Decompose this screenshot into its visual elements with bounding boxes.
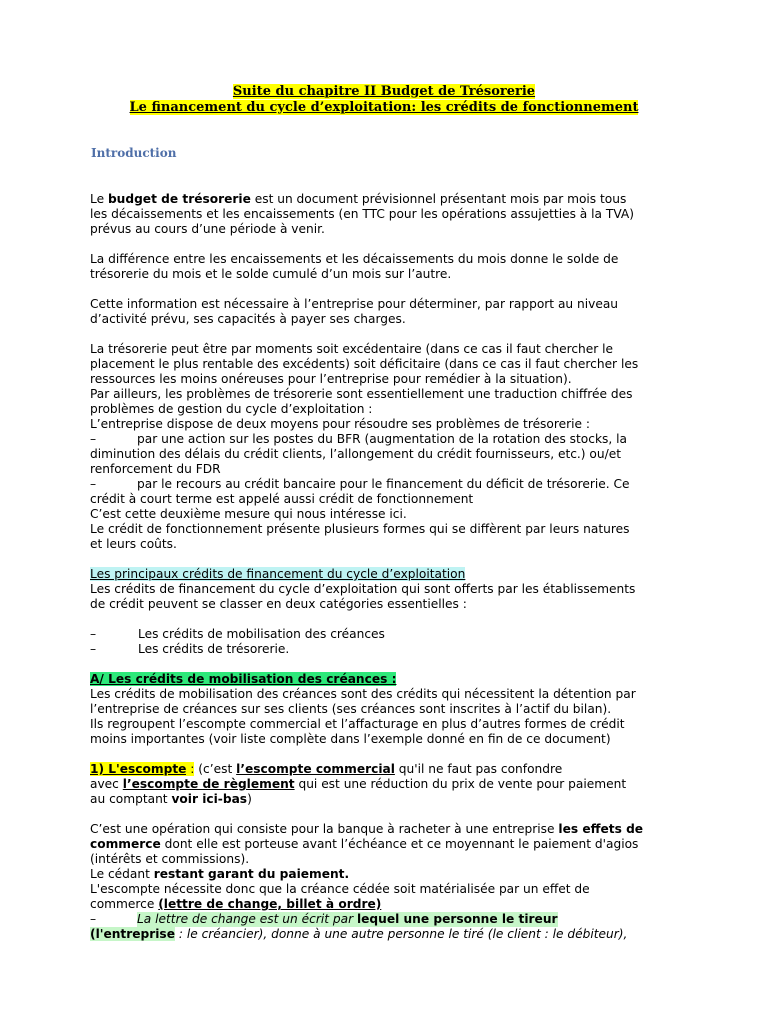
paragraph: Le budget de trésorerie est un document prévisionnel présentant mois par mois tous	[90, 192, 627, 206]
introduction-heading: Introduction	[91, 146, 177, 160]
section-heading: Les principaux crédits de financement du cycle d’exploitation	[90, 567, 466, 581]
list-item: – par le recours au crédit bancaire pour le financement du déficit de trésorerie. Ce	[90, 477, 630, 491]
chapter-title: Suite du chapitre II Budget de Trésorerie	[232, 84, 536, 99]
document-body: Le budget de trésorerie est un document prévisionnel présentant mois par mois tous les décaissements et les encaissements (en TTC pour les opérations assujetties à la TVA) prévus au cours d’une période à venir. La différence entre les encaissements et les décaissements du mois donne le solde de trésorerie du mois et le solde cumulé d’un mois sur l’autre. Cette information est nécessaire à l’entreprise pour déterminer, par rapport au niveau d’activité prévu, ses capacités à payer ses charges. La trésorerie peut être par moments soit excédentaire (dans ce cas il faut chercher le placement le plus rentable des excédents) soit déficitaire (dans ce cas il faut chercher les ressources les moins onéreuses pour l’entreprise pour remédier à la situation). Par ailleurs, les problèmes de trésorerie sont essentiellement une traduction chiffrée des problèmes de gestion du cycle d’exploitation : L’entreprise dispose de deux moyens pour résoudre ses problèmes de trésorerie : – par une action sur les postes du BFR (augmentation de la rotation des stocks, la diminution des délais du crédit clients, l’allongement du crédit fournisseurs, etc.) ou/et renforcement du FDR – par le recours au crédit bancaire pour le financement du déficit de trésorerie. Ce crédit à court terme est appelé aussi crédit de fonctionnement C’est cette deuxième mesure qui nous intéresse ici. Le crédit de fonctionnement présente plusieurs formes qui se diffèrent par leurs natures et leurs coûts. Les principaux crédits de financement du cycle d’exploitation Les crédits de financement du cycle d’exploitation qui sont offerts par les établissements de crédit peuvent se classer en deux catégories essentielles : – Les crédits de mobilisation des créances – Les crédits de trésorerie. A/ Les crédits de mobilisation des créances : Les crédits de mobilisation des créances sont des crédits qui nécessitent la détention par l’entreprise de créances sur ses clients (ses créances sont inscrites à l’actif du bilan). Ils regroupent l’escompte commercial et l’affacturage en plus d’autres formes de crédit moins importantes (voir liste complète dans l’exemple donné en fin de ce document) 1) L'escompte : (c’est l’escompte commercial qu'il ne faut pas confondre avec l’escompte de règlement qui est une réduction du prix de vente pour paiement au comptant voir ici-bas) C’est une opération qui consiste pour la banque à racheter à une entreprise les effets de commerce dont elle est porteuse avant l’échéance et ce moyennant le paiement d'agios (intérêts et commissions). Le cédant restant garant du paiement. L'escompte nécessite donc que la créance cédée soit matérialisée par un effet de commerce (lettre de change, billet à ordre) – La lettre de change est un écrit par lequel une personne le tireur (l'entreprise : le créancier), donne à une autre personne le tiré (le client : le débiteur),	[90, 192, 690, 942]
section-heading: A/ Les crédits de mobilisation des créances :	[90, 672, 397, 686]
list-item: – La lettre de change est un écrit par lequel une personne le tireur	[90, 912, 558, 926]
subsection-heading: 1) L'escompte : (c’est l’escompte commercial qu'il ne faut pas confondre	[90, 762, 563, 776]
list-item: – Les crédits de mobilisation des créances	[90, 627, 385, 641]
chapter-subtitle: Le financement du cycle d’exploitation: les crédits de fonctionnement	[129, 100, 639, 115]
list-item: – par une action sur les postes du BFR (augmentation de la rotation des stocks, la	[90, 432, 627, 446]
list-item: – Les crédits de trésorerie.	[90, 642, 290, 656]
